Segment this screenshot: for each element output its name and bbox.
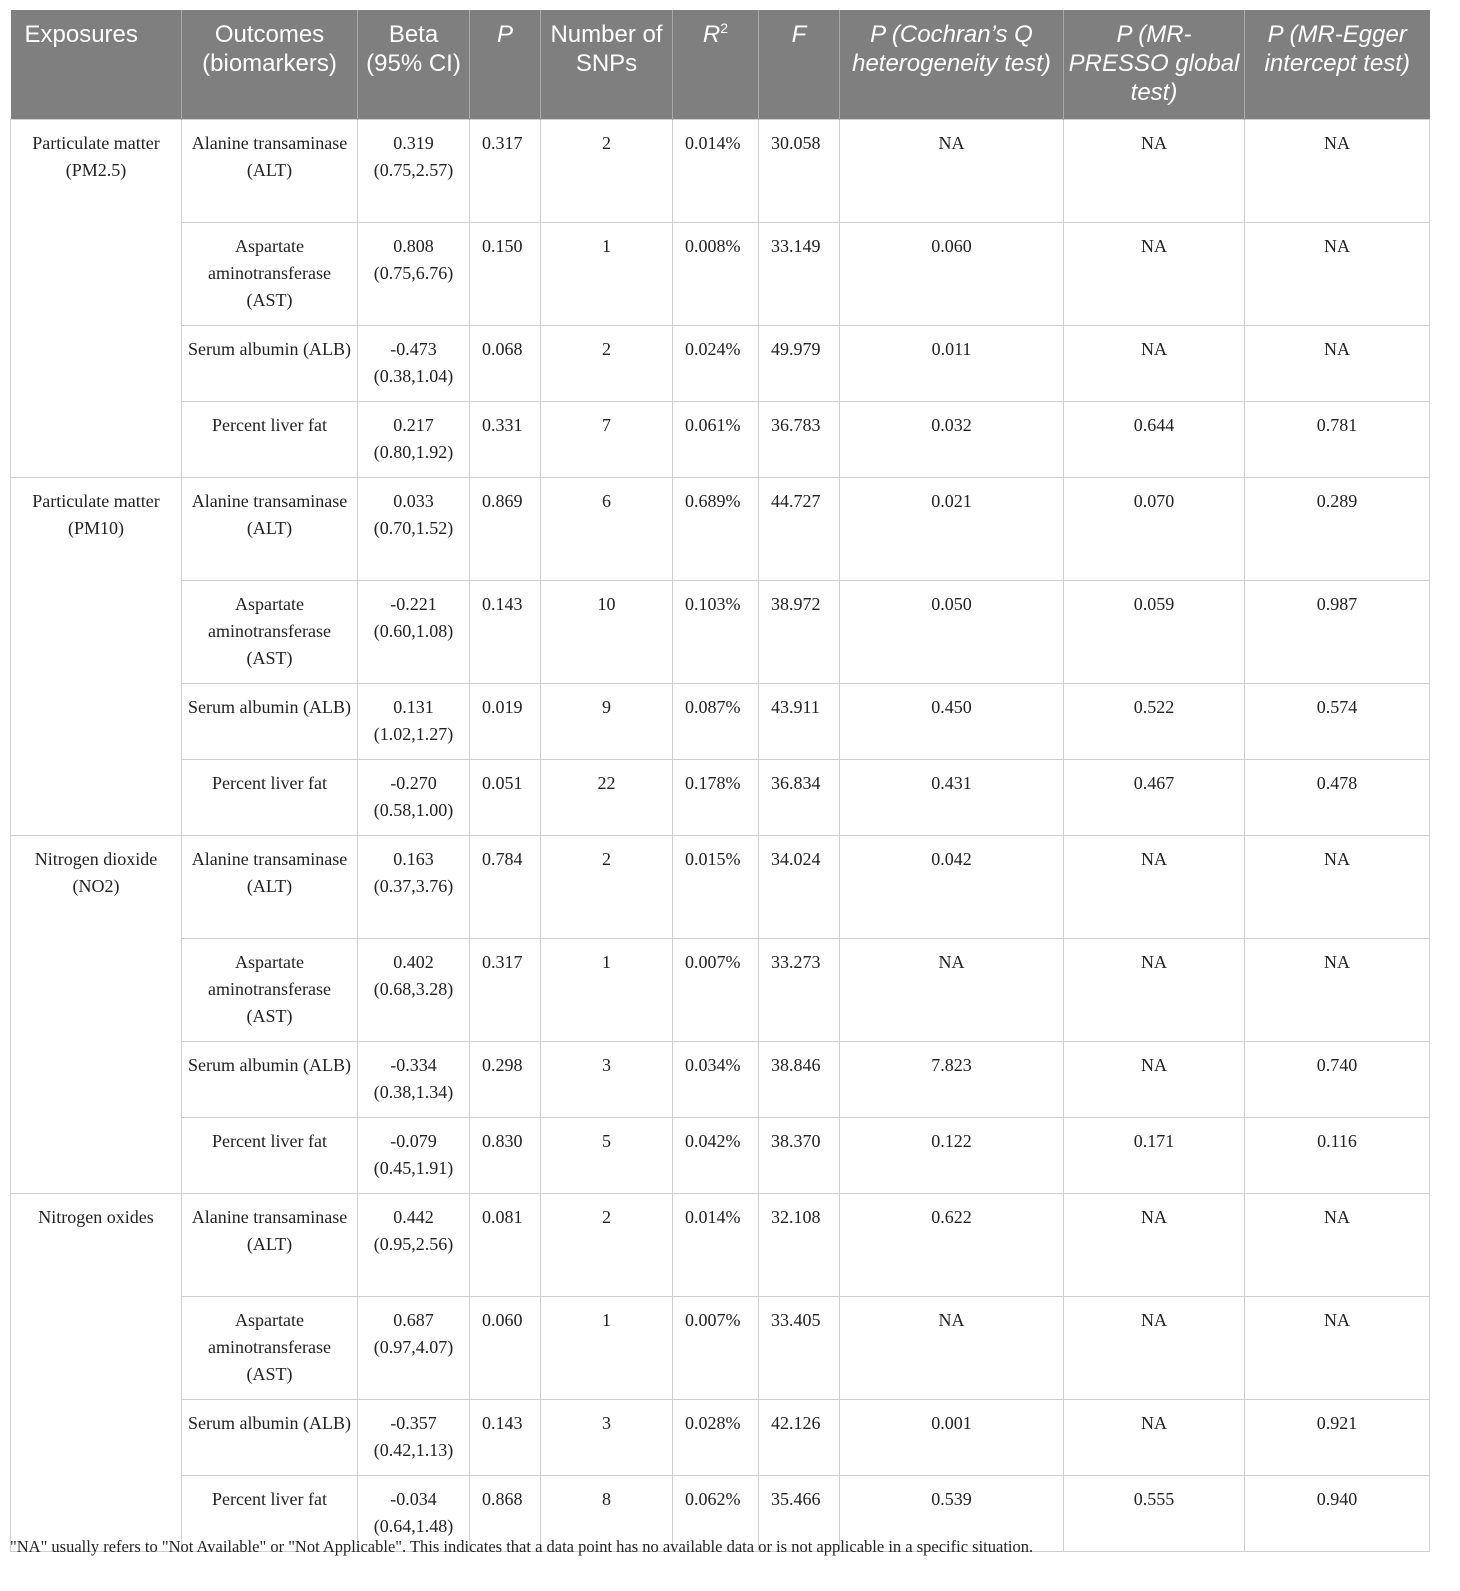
snp-count-cell: 2 [541, 1194, 673, 1297]
f-stat-cell: 35.466 [759, 1476, 840, 1552]
snp-count-cell: 1 [541, 939, 673, 1042]
cochran-q-cell: 0.032 [840, 402, 1064, 478]
header-mr-presso: P (MR-PRESSO global test) [1064, 10, 1245, 120]
ci-value: (0.58,1.00) [373, 800, 454, 820]
f-stat-cell: 33.405 [759, 1297, 840, 1400]
mr-egger-cell: 0.781 [1245, 402, 1430, 478]
table-row [11, 120, 1430, 223]
outcome-cell: Alanine transaminase (ALT) [182, 478, 358, 581]
outcome-cell: Serum albumin (ALB) [182, 684, 358, 760]
table-row [11, 581, 1430, 684]
p-value-cell: 0.019 [470, 684, 541, 760]
outcome-cell: Aspartate aminotransferase (AST) [182, 1297, 358, 1400]
beta-ci-cell [358, 120, 470, 223]
p-value-cell: 0.298 [470, 1042, 541, 1118]
beta-ci-cell [358, 836, 470, 939]
r2-cell: 0.007% [673, 1297, 759, 1400]
table-row [11, 223, 1430, 326]
beta-ci-cell [358, 223, 470, 326]
mr-egger-cell: 0.289 [1245, 478, 1430, 581]
cochran-q-cell: 0.001 [840, 1400, 1064, 1476]
mr-presso-cell: 0.467 [1064, 760, 1245, 836]
ci-value: (0.75,6.76) [373, 263, 454, 283]
cochran-q-cell: 0.122 [840, 1118, 1064, 1194]
f-stat-cell: 38.972 [759, 581, 840, 684]
p-value-cell: 0.143 [470, 581, 541, 684]
beta-value: -0.357 [390, 1413, 437, 1433]
mr-presso-cell: NA [1064, 1400, 1245, 1476]
mr-presso-cell: NA [1064, 836, 1245, 939]
f-stat-cell: 36.834 [759, 760, 840, 836]
ci-value: (0.68,3.28) [373, 979, 454, 999]
beta-ci-cell [358, 1400, 470, 1476]
table-row [11, 1194, 1430, 1297]
ci-value: (0.75,2.57) [373, 160, 454, 180]
r2-cell: 0.008% [673, 223, 759, 326]
beta-ci-cell [358, 1118, 470, 1194]
ci-value: (0.95,2.56) [373, 1234, 454, 1254]
outcome-cell: Percent liver fat [182, 1118, 358, 1194]
header-mr-egger: P (MR-Egger intercept test) [1245, 10, 1430, 120]
beta-value: 0.442 [393, 1207, 434, 1227]
snp-count-cell: 7 [541, 402, 673, 478]
mr-egger-cell: NA [1245, 120, 1430, 223]
r2-cell: 0.062% [673, 1476, 759, 1552]
mr-presso-cell: 0.059 [1064, 581, 1245, 684]
beta-value: -0.473 [390, 339, 437, 359]
p-value-cell: 0.868 [470, 1476, 541, 1552]
beta-value: -0.079 [390, 1131, 437, 1151]
mr-egger-cell: 0.478 [1245, 760, 1430, 836]
beta-value: 0.687 [393, 1310, 434, 1330]
header-f: F [759, 10, 840, 120]
table-row [11, 684, 1430, 760]
outcome-cell: Aspartate aminotransferase (AST) [182, 581, 358, 684]
mr-egger-cell: 0.987 [1245, 581, 1430, 684]
mr-presso-cell: NA [1064, 120, 1245, 223]
r2-cell: 0.007% [673, 939, 759, 1042]
mr-egger-cell: NA [1245, 1194, 1430, 1297]
header-outcomes: Outcomes (biomarkers) [182, 10, 358, 120]
p-value-cell: 0.784 [470, 836, 541, 939]
cochran-q-cell: 7.823 [840, 1042, 1064, 1118]
snp-count-cell: 1 [541, 1297, 673, 1400]
table-row [11, 939, 1430, 1042]
mr-egger-cell: 0.940 [1245, 1476, 1430, 1552]
mr-egger-cell: 0.921 [1245, 1400, 1430, 1476]
mr-egger-cell: 0.574 [1245, 684, 1430, 760]
header-number-of-snps: Number of SNPs [541, 10, 673, 120]
table-row [11, 1118, 1430, 1194]
table-row [11, 1042, 1430, 1118]
exposure-cell: Particulate matter (PM10) [11, 478, 182, 836]
p-value-cell: 0.060 [470, 1297, 541, 1400]
snp-count-cell: 2 [541, 120, 673, 223]
outcome-cell: Alanine transaminase (ALT) [182, 1194, 358, 1297]
f-stat-cell: 38.846 [759, 1042, 840, 1118]
p-value-cell: 0.830 [470, 1118, 541, 1194]
table-row [11, 1297, 1430, 1400]
ci-value: (0.60,1.08) [373, 621, 454, 641]
table-footnote: "NA" usually refers to "Not Available" or "Not Applicable". This indicates that a data point has no available data or is not applicable in a specific situation. [10, 1537, 1034, 1556]
beta-ci-cell [358, 1042, 470, 1118]
f-stat-cell: 44.727 [759, 478, 840, 581]
snp-count-cell: 5 [541, 1118, 673, 1194]
exposure-cell: Nitrogen oxides [11, 1194, 182, 1552]
outcome-cell: Alanine transaminase (ALT) [182, 836, 358, 939]
cochran-q-cell: 0.431 [840, 760, 1064, 836]
mr-presso-cell: NA [1064, 1194, 1245, 1297]
beta-ci-cell [358, 581, 470, 684]
p-value-cell: 0.143 [470, 1400, 541, 1476]
snp-count-cell: 10 [541, 581, 673, 684]
mr-presso-cell: NA [1064, 326, 1245, 402]
ci-value: (1.02,1.27) [373, 724, 454, 744]
p-value-cell: 0.317 [470, 939, 541, 1042]
r2-cell: 0.034% [673, 1042, 759, 1118]
header-beta: Beta (95% CI) [358, 10, 470, 120]
cochran-q-cell: 0.021 [840, 478, 1064, 581]
table-row [11, 402, 1430, 478]
ci-value: (0.64,1.48) [373, 1516, 454, 1536]
cochran-q-cell: 0.050 [840, 581, 1064, 684]
cochran-q-cell: 0.042 [840, 836, 1064, 939]
r2-cell: 0.014% [673, 1194, 759, 1297]
cochran-q-cell: NA [840, 1297, 1064, 1400]
snp-count-cell: 3 [541, 1042, 673, 1118]
mr-presso-cell: 0.522 [1064, 684, 1245, 760]
beta-ci-cell [358, 939, 470, 1042]
beta-value: 0.163 [393, 849, 434, 869]
cochran-q-cell: 0.060 [840, 223, 1064, 326]
outcome-cell: Serum albumin (ALB) [182, 326, 358, 402]
r2-cell: 0.028% [673, 1400, 759, 1476]
snp-count-cell: 6 [541, 478, 673, 581]
ci-value: (0.70,1.52) [373, 518, 454, 538]
outcome-cell: Serum albumin (ALB) [182, 1042, 358, 1118]
beta-value: -0.334 [390, 1055, 437, 1075]
r2-cell: 0.015% [673, 836, 759, 939]
mr-presso-cell: 0.644 [1064, 402, 1245, 478]
mr-egger-cell: NA [1245, 939, 1430, 1042]
outcome-cell: Aspartate aminotransferase (AST) [182, 939, 358, 1042]
beta-ci-cell [358, 326, 470, 402]
ci-value: (0.37,3.76) [373, 876, 454, 896]
snp-count-cell: 2 [541, 836, 673, 939]
f-stat-cell: 36.783 [759, 402, 840, 478]
beta-value: -0.270 [390, 773, 437, 793]
f-stat-cell: 32.108 [759, 1194, 840, 1297]
table-body [11, 120, 1430, 1552]
ci-value: (0.80,1.92) [373, 442, 454, 462]
f-stat-cell: 33.273 [759, 939, 840, 1042]
mr-presso-cell: NA [1064, 939, 1245, 1042]
mr-egger-cell: NA [1245, 223, 1430, 326]
snp-count-cell: 3 [541, 1400, 673, 1476]
f-stat-cell: 33.149 [759, 223, 840, 326]
r2-cell: 0.087% [673, 684, 759, 760]
cochran-q-cell: 0.622 [840, 1194, 1064, 1297]
outcome-cell: Percent liver fat [182, 402, 358, 478]
beta-value: -0.034 [390, 1489, 437, 1509]
exposure-cell: Nitrogen dioxide (NO2) [11, 836, 182, 1194]
outcome-cell: Percent liver fat [182, 1476, 358, 1552]
mr-egger-cell: 0.740 [1245, 1042, 1430, 1118]
ci-value: (0.38,1.34) [373, 1082, 454, 1102]
p-value-cell: 0.051 [470, 760, 541, 836]
table-row [11, 478, 1430, 581]
mr-presso-cell: 0.555 [1064, 1476, 1245, 1552]
cochran-q-cell: 0.450 [840, 684, 1064, 760]
p-value-cell: 0.869 [470, 478, 541, 581]
snp-count-cell: 2 [541, 326, 673, 402]
f-stat-cell: 38.370 [759, 1118, 840, 1194]
r2-cell: 0.061% [673, 402, 759, 478]
p-value-cell: 0.331 [470, 402, 541, 478]
r2-cell: 0.024% [673, 326, 759, 402]
r2-cell: 0.042% [673, 1118, 759, 1194]
r2-cell: 0.689% [673, 478, 759, 581]
beta-ci-cell [358, 1194, 470, 1297]
p-value-cell: 0.317 [470, 120, 541, 223]
outcome-cell: Alanine transaminase (ALT) [182, 120, 358, 223]
f-stat-cell: 49.979 [759, 326, 840, 402]
beta-ci-cell [358, 478, 470, 581]
f-stat-cell: 34.024 [759, 836, 840, 939]
exposure-cell: Particulate matter (PM2.5) [11, 120, 182, 478]
ci-value: (0.45,1.91) [373, 1158, 454, 1178]
beta-value: 0.402 [393, 952, 434, 972]
r2-cell: 0.103% [673, 581, 759, 684]
beta-ci-cell [358, 684, 470, 760]
cochran-q-cell: NA [840, 120, 1064, 223]
outcome-cell: Aspartate aminotransferase (AST) [182, 223, 358, 326]
results-table-container [10, 10, 1429, 1552]
mr-egger-cell: 0.116 [1245, 1118, 1430, 1194]
mr-presso-cell: NA [1064, 1042, 1245, 1118]
mr-egger-cell: NA [1245, 326, 1430, 402]
r2-cell: 0.014% [673, 120, 759, 223]
p-value-cell: 0.068 [470, 326, 541, 402]
cochran-q-cell: NA [840, 939, 1064, 1042]
mr-results-table [10, 10, 1430, 1552]
f-stat-cell: 42.126 [759, 1400, 840, 1476]
table-row [11, 836, 1430, 939]
mr-presso-cell: NA [1064, 1297, 1245, 1400]
mr-egger-cell: NA [1245, 1297, 1430, 1400]
mr-presso-cell: 0.070 [1064, 478, 1245, 581]
snp-count-cell: 22 [541, 760, 673, 836]
header-r2: $R^2$ [673, 10, 759, 120]
mr-presso-cell: NA [1064, 223, 1245, 326]
mr-egger-cell: NA [1245, 836, 1430, 939]
beta-ci-cell [358, 402, 470, 478]
table-row [11, 1400, 1430, 1476]
table-row [11, 760, 1430, 836]
table-header-row [11, 10, 1430, 120]
header-cochran: P (Cochran’s Q heterogeneity test) [840, 10, 1064, 120]
header-p: P [470, 10, 541, 120]
table-row [11, 326, 1430, 402]
f-stat-cell: 43.911 [759, 684, 840, 760]
beta-value: -0.221 [390, 594, 437, 614]
snp-count-cell: 9 [541, 684, 673, 760]
beta-value: 0.131 [393, 697, 434, 717]
beta-value: 0.319 [393, 133, 434, 153]
header-exposures: Exposures [11, 10, 182, 120]
p-value-cell: 0.081 [470, 1194, 541, 1297]
ci-value: (0.42,1.13) [373, 1440, 454, 1460]
beta-value: 0.808 [393, 236, 434, 256]
ci-value: (0.97,4.07) [373, 1337, 454, 1357]
r2-cell: 0.178% [673, 760, 759, 836]
snp-count-cell: 8 [541, 1476, 673, 1552]
ci-value: (0.38,1.04) [373, 366, 454, 386]
beta-ci-cell [358, 1297, 470, 1400]
beta-value: 0.217 [393, 415, 434, 435]
f-stat-cell: 30.058 [759, 120, 840, 223]
beta-value: 0.033 [393, 491, 434, 511]
beta-ci-cell [358, 760, 470, 836]
snp-count-cell: 1 [541, 223, 673, 326]
outcome-cell: Serum albumin (ALB) [182, 1400, 358, 1476]
mr-presso-cell: 0.171 [1064, 1118, 1245, 1194]
p-value-cell: 0.150 [470, 223, 541, 326]
outcome-cell: Percent liver fat [182, 760, 358, 836]
cochran-q-cell: 0.539 [840, 1476, 1064, 1552]
cochran-q-cell: 0.011 [840, 326, 1064, 402]
